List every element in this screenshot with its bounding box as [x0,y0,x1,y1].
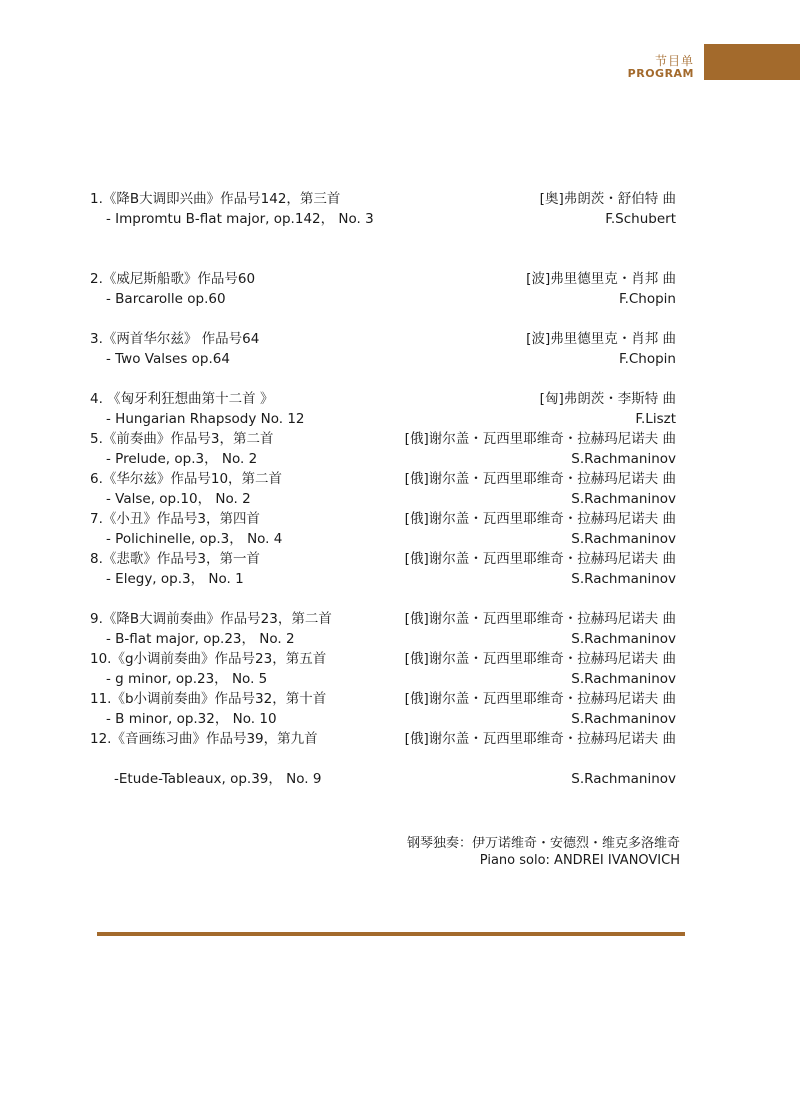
program-item-subtitle: - Valse, op.10， No. 2 [106,491,251,507]
program-item-subtitle: - g minor, op.23， No. 5 [106,671,268,687]
program-item-title: 7.《小丑》作品号3，第四首 [90,511,260,527]
program-item-title: 5.《前奏曲》作品号3，第二首 [90,431,274,447]
program-item-composer-en: S.Rachmaninov [571,771,676,787]
header-label-cn: 节目单 [654,54,694,68]
program-item-title: 3.《两首华尔兹》 作品号64 [90,331,260,347]
program-item-title: 10.《g小调前奏曲》作品号23，第五首 [90,651,327,667]
program-item-subtitle: - Two Valses op.64 [106,351,230,367]
program-item-composer-cn: [俄]谢尔盖・瓦西里耶维奇・拉赫玛尼诺夫 曲 [404,431,676,447]
program-item-subtitle: - B minor, op.32， No. 10 [106,711,277,727]
program-item-subtitle: - Prelude, op.3， No. 2 [106,451,258,467]
program-item-composer-en: S.Rachmaninov [571,491,676,507]
program-item-composer-en: F.Chopin [618,291,676,307]
program-item-composer-en: S.Rachmaninov [571,671,676,687]
program-item-composer-cn: [俄]谢尔盖・瓦西里耶维奇・拉赫玛尼诺夫 曲 [404,611,676,627]
program-item-composer-en: F.Liszt [635,411,676,427]
program-item-subtitle: - Polichinelle, op.3， No. 4 [106,531,283,547]
program-item-composer-cn: [匈]弗朗茨・李斯特 曲 [539,391,676,407]
program-item-subtitle: - Impromtu B-flat major, op.142， No. 3 [106,211,374,227]
program-item-title: 6.《华尔兹》作品号10，第二首 [90,471,283,487]
program-item-composer-en: F.Chopin [618,351,676,367]
program-item-composer-cn: [俄]谢尔盖・瓦西里耶维奇・拉赫玛尼诺夫 曲 [404,691,676,707]
program-item-subtitle: - Hungarian Rhapsody No. 12 [106,411,305,427]
program-item-subtitle: - Elegy, op.3， No. 1 [106,571,244,587]
program-item-title: 12.《音画练习曲》作品号39，第九首 [90,731,318,747]
program-item-composer-cn: [波]弗里德里克・肖邦 曲 [526,331,676,347]
program-item-composer-cn: [波]弗里德里克・肖邦 曲 [526,271,676,287]
program-item-composer-en: S.Rachmaninov [571,531,676,547]
program-item-subtitle: -Etude-Tableaux, op.39， No. 9 [114,771,322,787]
program-item-composer-cn: [俄]谢尔盖・瓦西里耶维奇・拉赫玛尼诺夫 曲 [404,471,676,487]
program-item-composer-cn: [俄]谢尔盖・瓦西里耶维奇・拉赫玛尼诺夫 曲 [404,731,676,747]
program-item-title: 11.《b小调前奏曲》作品号32，第十首 [90,691,327,707]
program-item-subtitle: - B-flat major, op.23， No. 2 [106,631,295,647]
header-label-en: PROGRAM [627,67,694,80]
program-item-composer-en: S.Rachmaninov [571,631,676,647]
program-item-composer-en: S.Rachmaninov [571,571,676,587]
program-item-composer-cn: [俄]谢尔盖・瓦西里耶维奇・拉赫玛尼诺夫 曲 [404,651,676,667]
program-item-title: 4. 《匈牙利狂想曲第十二首 》 [90,391,274,407]
performer-cn: 钢琴独奏：伊万诺维奇・安德烈・维克多洛维奇 [406,836,680,851]
program-item-composer-cn: [俄]谢尔盖・瓦西里耶维奇・拉赫玛尼诺夫 曲 [404,551,676,567]
program-item-composer-cn: [俄]谢尔盖・瓦西里耶维奇・拉赫玛尼诺夫 曲 [404,511,676,527]
header-accent-bar [704,44,800,80]
program-item-title: 2.《威尼斯船歌》作品号60 [90,271,256,287]
program-item-subtitle: - Barcarolle op.60 [106,291,226,307]
footer-divider [97,932,685,936]
program-item-composer-en: F.Schubert [605,211,676,227]
program-item-composer-en: S.Rachmaninov [571,451,676,467]
program-item-title: 1.《降B大调即兴曲》作品号142，第三首 [90,191,341,207]
program-item-title: 9.《降B大调前奏曲》作品号23，第二首 [90,611,332,627]
program-item-composer-en: S.Rachmaninov [571,711,676,727]
program-item-composer-cn: [奥]弗朗茨・舒伯特 曲 [539,191,676,207]
program-item-title: 8.《悲歌》作品号3，第一首 [90,551,260,567]
performer-en: Piano solo: ANDREI IVANOVICH [479,853,680,868]
